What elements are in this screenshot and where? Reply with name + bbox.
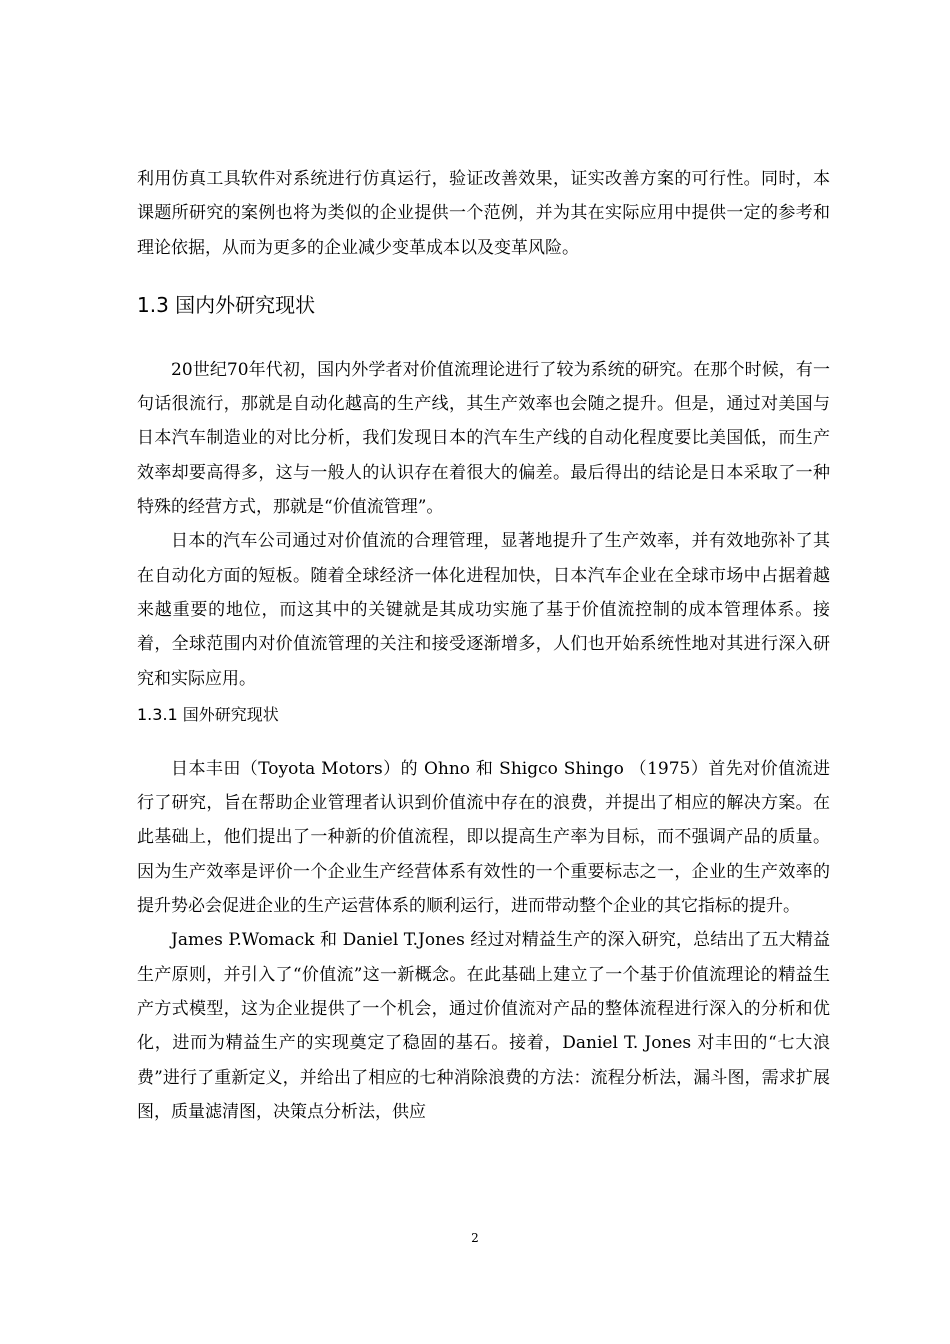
paragraph: 日本的汽车公司通过对价值流的合理管理，显著地提升了生产效率，并有效地弥补了其在自动化方面的短板。随着全球经济一体化进程加快，日本汽车企业在全球市场中占据着越来越重要的地位，而这其中的关键就是其成功实施了基于价值流控制的成本管理体系。接着，全球范围内对价值流管理的关注和接受逐渐增多，人们也开始系统性地对其进行深入研究和实际应用。	[137, 531, 830, 689]
subsection-heading: 1.3.1 国外研究现状	[137, 704, 279, 724]
section-heading: 1.3 国内外研究现状	[137, 292, 316, 317]
page-body	[137, 162, 830, 1129]
paragraph: 日本丰田（Toyota Motors）的 Ohno 和 Shigco Shingo （1975）首先对价值流进行了研究，旨在帮助企业管理者认识到价值流中存在的浪费，并提出了相应的解决方案。在此基础上，他们提出了一种新的价值流程，即以提高生产率为目标，而不强调产品的质量。因为生产效率是评价一个企业生产经营体系有效性的一个重要标志之一，企业的生产效率的提升势必会促进企业的生产运营体系的顺利运行，进而带动整个企业的其它指标的提升。	[137, 758, 830, 917]
page-number: 2	[471, 1231, 479, 1245]
paragraph-continued: 利用仿真工具软件对系统进行仿真运行，验证改善效果，证实改善方案的可行性。同时，本课题所研究的案例也将为类似的企业提供一个范例，并为其在实际应用中提供一定的参考和理论依据，从而为更多的企业减少变革成本以及变革风险。	[137, 169, 830, 258]
paragraph: 20世纪70年代初，国内外学者对价值流理论进行了较为系统的研究。在那个时候，有一句话很流行，那就是自动化越高的生产线，其生产效率也会随之提升。但是，通过对美国与日本汽车制造业的对比分析，我们发现日本的汽车生产线的自动化程度要比美国低，而生产效率却要高得多，这与一般人的认识存在着很大的偏差。最后得出的结论是日本采取了一种特殊的经营方式，那就是“价值流管理”。	[137, 359, 830, 518]
paragraph: James P.Womack 和 Daniel T.Jones 经过对精益生产的深入研究，总结出了五大精益生产原则，并引入了“价值流”这一新概念。在此基础上建立了一个基于价值流理论的精益生产方式模型，这为企业提供了一个机会，通过价值流对产品的整体流程进行深入的分析和优化，进而为精益生产的实现奠定了稳固的基石。接着，Daniel T. Jones 对丰田的“七大浪费”进行了重新定义，并给出了相应的七种消除浪费的方法：流程分析法，漏斗图，需求扩展图，质量滤清图，决策点分析法，供应	[137, 930, 830, 1122]
